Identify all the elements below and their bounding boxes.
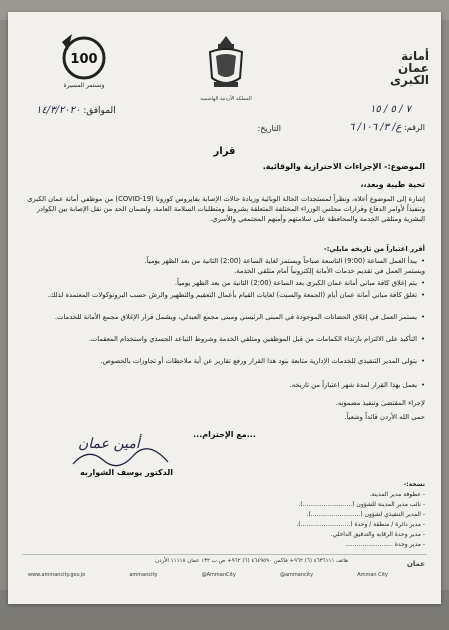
copy-line: - نائب مدير المدينة للشؤون (..........................). bbox=[298, 501, 425, 508]
footer-divider bbox=[22, 554, 427, 555]
decision-item: • التأكيد على الالتزام بارتداء الكمامات من قبل الموظفين ومتلقي الخدمة وشروط التباعد الجسدي واستخدام المعقمات. bbox=[25, 334, 425, 344]
footer-logo: عمان bbox=[406, 560, 425, 568]
copy-line: - عطوفة مدير المدينة. bbox=[369, 491, 425, 498]
jordan-crest-icon bbox=[204, 34, 248, 94]
footer-social-item: ammancity bbox=[129, 572, 158, 578]
footer-social-item: @AmmanCity bbox=[201, 572, 236, 578]
intro-paragraph: إشارة إلى الموضوع أعلاه، ونظراً لمستجدات الحالة الوبائية وزيادة حالات الإصابة بفايروس كورونا (COVID-19) من موظفي أمانة عمان الكبرى وتنفيذاً لأوامر الدفاع وقرارات مجلس الوزراء المختلفة المتعلقة بشروط ومتطلبات السلامة العامة، ولضمان الحد من نقل الإصابة بين الكوادر البشرية ومتلقي الخدمة والمحافظة على سلامتهم وأمنهم المجتمعي والأسري. bbox=[27, 195, 425, 223]
decision-item: • يستمر العمل في إغلاق الحضانات الموجودة في المبنى الرئيسي ومبنى مجمع العبدلي، ويشمل قرار الإغلاق مجمع الأمانة للخدمات. bbox=[25, 312, 425, 322]
centennial-logo-icon bbox=[54, 30, 108, 82]
signature-handwritten: أمين عمان bbox=[78, 436, 140, 452]
date-label: التاريخ: bbox=[257, 124, 281, 133]
footer-social-item: www.ammancity.gov.jo bbox=[28, 572, 86, 578]
decision-title: قرار bbox=[213, 146, 236, 157]
copy-line: - المدير التنفيذي لشؤون (..........................). bbox=[306, 511, 425, 518]
date-row bbox=[258, 124, 281, 133]
logo-line-1: أمانة bbox=[401, 49, 429, 63]
kingdom-caption: المملكة الأردنية الهاشمية bbox=[200, 96, 252, 102]
decision-item: • يتم إغلاق كافة مباني أمانة عمان الكبرى بعد الساعة (2:00) الثانية من بعد الظهر يومياً. bbox=[25, 278, 425, 288]
handwritten-ref-top: ٧ / ٥ / ١٥ bbox=[370, 104, 411, 115]
corresponding-date-row bbox=[36, 105, 116, 116]
copies-label: نسخة:- bbox=[403, 481, 425, 488]
greeting: تحية طيبة وبعد،، bbox=[360, 180, 425, 189]
centennial-number: 100 bbox=[70, 52, 98, 67]
copy-line: - مدير وحدة ......................... bbox=[345, 541, 425, 548]
signatory-name: الدكتور يوسف الشواربه bbox=[80, 468, 173, 477]
ref-value: ع/ ٣/ ١٠٦/ ٦ bbox=[349, 122, 402, 133]
corresponding-label: الموافق: bbox=[83, 106, 116, 116]
copies-block bbox=[8, 480, 425, 550]
amman-municipality-logo bbox=[353, 50, 429, 86]
ref-number-row bbox=[349, 122, 425, 133]
footer-social-item: @ammancity bbox=[279, 572, 314, 578]
logo-line-3: الكبرى bbox=[390, 73, 429, 87]
corresponding-value: ١٤/٣/٢٠٢٠ bbox=[36, 105, 81, 116]
action-line: لإجراء المقتضى وتنفيذ مضمونه. bbox=[335, 399, 425, 407]
subject-line: الموضوع:- الإجراءات الاحترازية والوقائية. bbox=[262, 162, 425, 171]
logo-line-2: عمان bbox=[398, 61, 429, 75]
left-logo-caption: وتستمر المسيرة bbox=[63, 82, 105, 89]
decision-item: • يتولى المدير التنفيذي للخدمات الإدارية متابعة بنود هذا القرار ورفع تقارير عن أية ملاحظات أو تجاوزات بالخصوص. bbox=[25, 356, 425, 366]
copy-line: - مدير وحدة الرقابة والتدقيق الداخلي. bbox=[330, 531, 425, 538]
document-sheet bbox=[8, 12, 441, 604]
ref-label: الرقم: bbox=[404, 123, 425, 132]
copy-line: - مدير دائرة / منطقة / وحدة (..........................). bbox=[296, 521, 425, 528]
decision-intro: أقرر اعتباراً من تاريخه مايلي:- bbox=[323, 245, 425, 253]
decision-item: • تغلق كافة مباني أمانة عمان أيام (الجمعة والسبت) لغايات القيام بأعمال التعقيم والتطهير والرش حسب البروتوكولات المعتمدة لذلك. bbox=[25, 290, 425, 300]
closing-line: ...مع الإحترام... bbox=[193, 430, 256, 439]
decision-item: • يعمل بهذا القرار لمدة شهر اعتباراً من تاريخه. bbox=[25, 380, 425, 390]
footer-social-item: Amman City bbox=[357, 572, 388, 578]
decision-item: • يبدأ العمل الساعة (9:00) التاسعة صباحاً ويستمر لغاية الساعة (2:00) الثانية من بعد الظهر يومياً. bbox=[25, 256, 425, 266]
prayer-line: حمى الله الأردن قائداً وشعباً. bbox=[344, 413, 425, 421]
footer-address: هاتف ٤٦٣٦١١١ (٦) ٩٦٢+ فاكس ٤٦٤٩٥٩٠ (٦) ٩٦٢+ ص.ب ١٣٢ عمان ١١١١٨ الأردن bbox=[155, 558, 348, 564]
footer-social-links bbox=[28, 572, 388, 578]
decision-item: ويستمر العمل في تقديم خدمات الأمانة إلكترونياً أمام متلقي الخدمة. bbox=[234, 267, 425, 275]
